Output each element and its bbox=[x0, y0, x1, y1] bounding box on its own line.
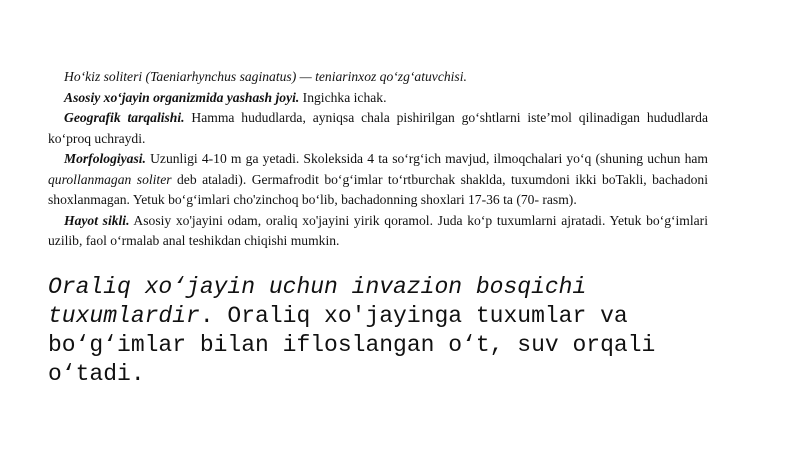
document-body bbox=[48, 67, 708, 252]
geography-heading: Geografik tarqalishi. bbox=[64, 110, 185, 125]
habitat-heading: Asosiy xo‘jayin organizmida yashash joyi. bbox=[64, 89, 300, 105]
paragraph-title bbox=[48, 67, 708, 88]
paragraph-life-cycle bbox=[48, 211, 708, 252]
life-cycle-heading: Hayot sikli. bbox=[64, 212, 130, 228]
morphology-text-a: Uzunligi 4-10 m ga yetadi. Skoleksida 4 ta so‘rg‘ich mavjud, ilmoqchalari yo‘q (shuning uchun ham bbox=[145, 151, 708, 166]
mono-paragraph bbox=[48, 273, 748, 389]
paragraph-habitat bbox=[48, 88, 708, 109]
invasion-italic: Oraliq xo‘jayin uchun invazion bosqichi tuxumlardir bbox=[48, 274, 587, 329]
life-cycle-text: Asosiy xo'jayini odam, oraliq xo'jayini yirik qoramol. Juda ko‘p tuxumlarni ajratadi. Yetuk bo‘g‘imlari uzilib, faol o‘rmalab anal teshikdan chiqishi mumkin. bbox=[48, 212, 708, 248]
geography-text: Hamma hududlarda, ayniqsa chala pishirilgan go‘shtlarni iste’mol qilinadigan hududlarda ko‘proq uchraydi. bbox=[48, 110, 708, 146]
invasion-text: . Oraliq xo'jayinga tuxumlar va bo‘g‘imlar bilan ifloslangan o‘t, suv orqali o‘tadi. bbox=[48, 303, 656, 387]
morphology-italic-term: qurollanmagan soliter bbox=[48, 171, 172, 187]
paragraph-geography bbox=[48, 108, 708, 149]
habitat-text: Ingichka ichak. bbox=[299, 89, 387, 105]
paragraph-invasion bbox=[48, 273, 748, 389]
morphology-text-b: deb ataladi). Germafrodit bo‘g‘imlar to‘rtburchak shaklda, tuxumdoni ikki boTakli, bachadoni shoxlanmagan. Yetuk bo‘g‘imlari cho'zinchoq bo‘lib, bachadonning shoxlari 17-36 ta (70- rasm). bbox=[48, 171, 708, 207]
morphology-heading: Morfologiyasi. bbox=[64, 151, 146, 166]
paragraph-morphology bbox=[48, 149, 708, 211]
species-title: Ho‘kiz soliteri (Taeniarhynchus saginatus) — teniarinxoz qo‘zg‘atuvchisi. bbox=[64, 69, 467, 84]
